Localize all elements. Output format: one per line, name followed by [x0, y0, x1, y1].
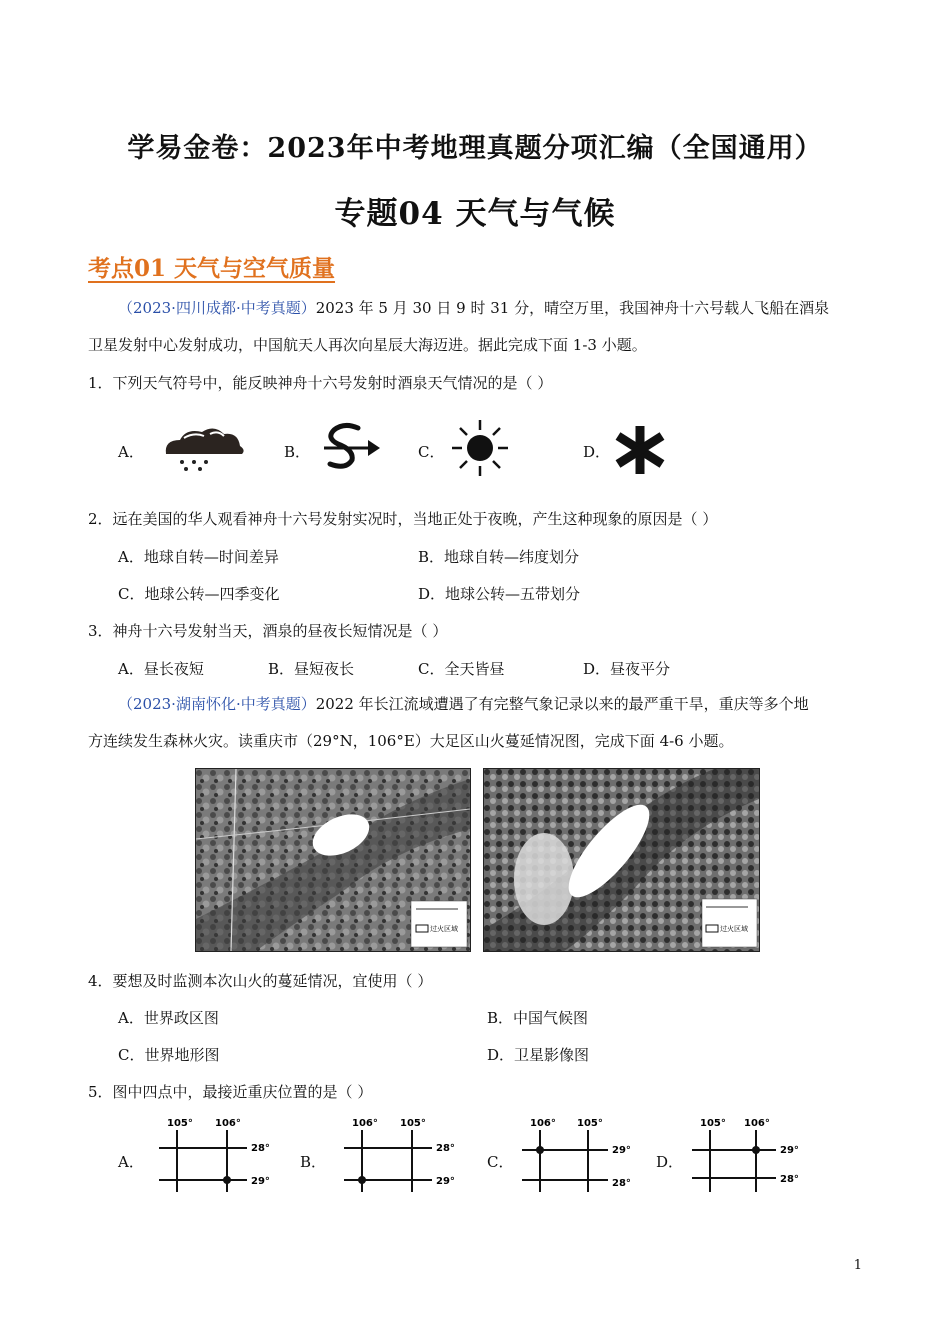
- q5-option-b-label: B．: [300, 1153, 327, 1171]
- q5-option-d-label: D．: [656, 1153, 684, 1171]
- option-a-label: A．: [118, 443, 144, 461]
- svg-text:28°: 28°: [251, 1143, 270, 1154]
- section-heading: 考点01 天气与空气质量: [88, 255, 336, 282]
- page-number: 1: [853, 1258, 862, 1273]
- question-1: 1．下列天气符号中，能反映神舟十六号发射时酒泉天气情况的是（ ）: [88, 374, 553, 392]
- q2-option-b: B．地球自转—纬度划分: [418, 548, 580, 566]
- svg-text:105°: 105°: [400, 1118, 426, 1129]
- svg-text:105°: 105°: [700, 1118, 726, 1129]
- option-c-label: C．: [418, 443, 445, 461]
- lat-lon-grid-b: [340, 1114, 460, 1194]
- svg-text:106°: 106°: [215, 1118, 241, 1129]
- lat-lon-grid-d: [690, 1116, 810, 1196]
- svg-text:29°: 29°: [436, 1176, 455, 1187]
- svg-text:105°: 105°: [577, 1118, 603, 1129]
- q2-option-d: D．地球公转—五带划分: [418, 585, 581, 603]
- passage-text: 2022 年长江流域遭遇了有完整气象记录以来的最严重干旱，重庆等多个地: [315, 695, 809, 713]
- q3-option-b: B．昼短夜长: [268, 660, 355, 678]
- sun-icon: [450, 418, 510, 478]
- svg-text:29°: 29°: [612, 1145, 631, 1156]
- question-3: 3．神舟十六号发射当天，酒泉的昼夜长短情况是（ ）: [88, 622, 448, 640]
- question-2: 2．远在美国的华人观看神舟十六号发射实况时，当地正处于夜晚，产生这种现象的原因是（ ）: [88, 510, 718, 528]
- q4-option-d: D．卫星影像图: [487, 1046, 590, 1064]
- legend-label: 过火区域: [720, 925, 748, 933]
- document-title: 学易金卷：2023年中考地理真题分项汇编（全国通用）: [127, 133, 823, 164]
- svg-text:106°: 106°: [530, 1118, 556, 1129]
- satellite-image-before: [195, 768, 471, 952]
- q3-option-d: D．昼夜平分: [583, 660, 671, 678]
- sandstorm-icon: [320, 420, 382, 472]
- topic-title: 专题04 天气与气候: [334, 196, 616, 232]
- source-tag: （2023·湖南怀化·中考真题）: [118, 695, 316, 713]
- q5-option-a-label: A．: [118, 1153, 144, 1171]
- passage-1: [88, 290, 868, 364]
- satellite-image-after: [483, 768, 760, 952]
- svg-text:29°: 29°: [780, 1145, 799, 1156]
- q3-option-c: C．全天皆昼: [418, 660, 505, 678]
- lat-lon-grid-c: [520, 1116, 640, 1196]
- q2-option-a: A．地球自转—时间差异: [118, 548, 279, 566]
- source-tag: （2023·四川成都·中考真题）: [118, 299, 316, 317]
- q4-option-a: A．世界政区图: [118, 1009, 219, 1027]
- svg-text:28°: 28°: [780, 1174, 799, 1185]
- passage-text: 2023 年 5 月 30 日 9 时 31 分，晴空万里，我国神舟十六号载人飞船在酒泉: [315, 299, 830, 317]
- question-4: 4．要想及时监测本次山火的蔓延情况，宜使用（ ）: [88, 972, 433, 990]
- legend-label: 过火区域: [430, 925, 458, 933]
- svg-text:28°: 28°: [612, 1178, 631, 1189]
- passage-text: 卫星发射中心发射成功，中国航天人再次向星辰大海迈进。据此完成下面 1-3 小题。: [88, 336, 647, 354]
- passage-2: [88, 686, 868, 760]
- snowflake-icon: [612, 424, 668, 476]
- sleet-cloud-icon: [160, 422, 246, 472]
- svg-text:106°: 106°: [352, 1118, 378, 1129]
- question-5: 5．图中四点中，最接近重庆位置的是（ ）: [88, 1083, 373, 1101]
- svg-text:29°: 29°: [251, 1176, 270, 1187]
- option-d-label: D．: [583, 443, 611, 461]
- q4-option-b: B．中国气候图: [487, 1009, 589, 1027]
- svg-text:105°: 105°: [167, 1118, 193, 1129]
- q3-option-a: A．昼长夜短: [118, 660, 204, 678]
- svg-text:28°: 28°: [436, 1143, 455, 1154]
- option-b-label: B．: [284, 443, 311, 461]
- passage-text: 方连续发生森林火灾。读重庆市（29°N，106°E）大足区山火蔓延情况图，完成下面 4-6 小题。: [88, 732, 734, 750]
- lat-lon-grid-a: [155, 1114, 275, 1194]
- q5-option-c-label: C．: [487, 1153, 514, 1171]
- q4-option-c: C．世界地形图: [118, 1046, 220, 1064]
- svg-text:106°: 106°: [744, 1118, 770, 1129]
- q2-option-c: C．地球公转—四季变化: [118, 585, 280, 603]
